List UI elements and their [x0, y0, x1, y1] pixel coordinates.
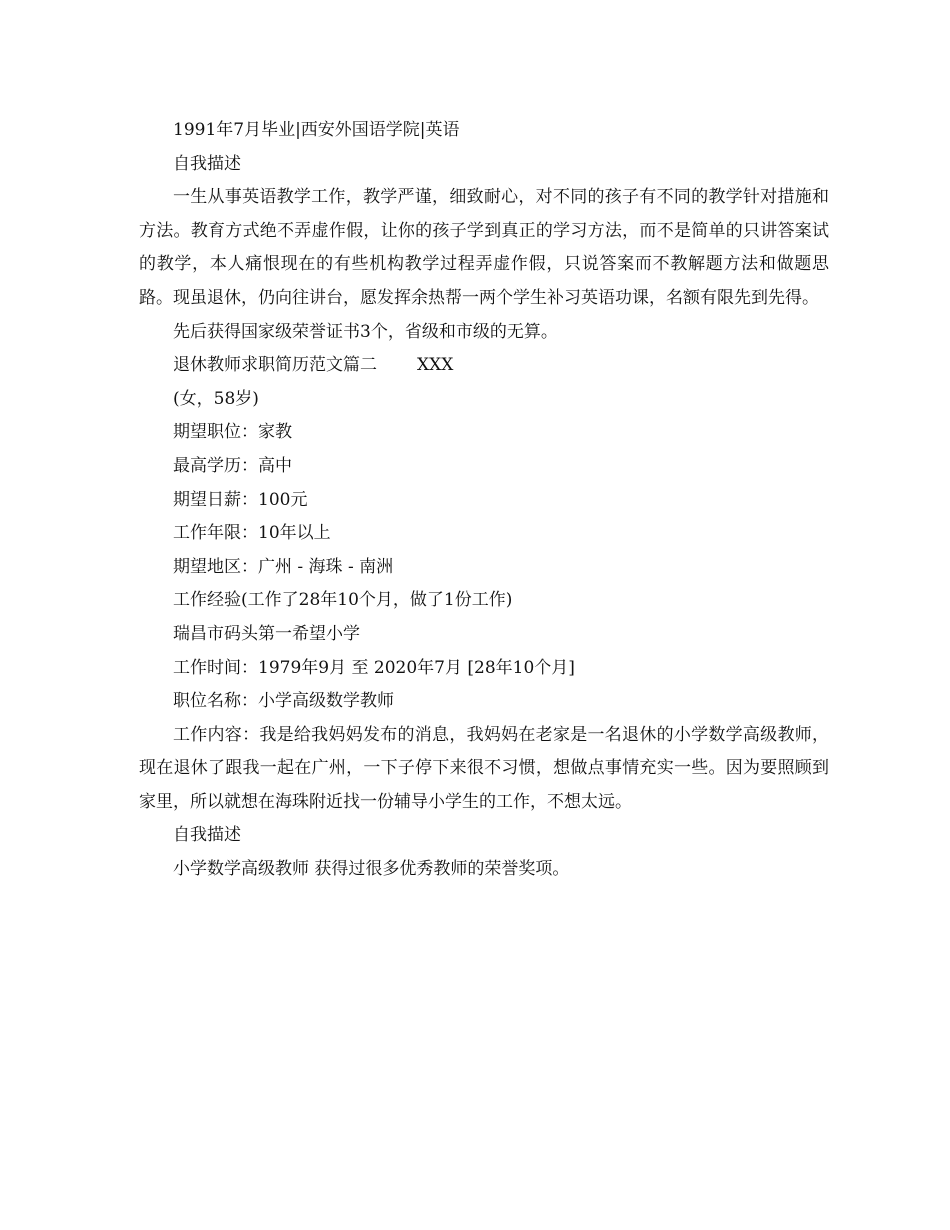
candidate-name: XXX	[417, 355, 454, 376]
expected-position: 期望职位：家教	[173, 422, 292, 443]
gender-age: (女，58岁)	[173, 388, 259, 409]
highest-education: 最高学历：高中	[173, 455, 292, 476]
expected-area: 期望地区：广州 - 海珠 - 南洲	[173, 556, 394, 577]
self-description-text-2: 小学数学高级教师 获得过很多优秀教师的荣誉奖项。	[173, 859, 570, 880]
self-description-text: 一生从事英语教学工作，教学严谨，细致耐心，对不同的孩子有不同的教学针对措施和方法。教育方式绝不弄虚作假，让你的孩子学到真正的学习方法，而不是简单的只讲答案试的教学，本人痛恨现在的有些机构教学过程弄虚作假，只说答案而不教解题方法和做题思路。现虽退休，仍向往讲台，愿发挥余热帮一两个学生补习英语功课，名额有限先到先得。	[139, 187, 829, 308]
employer-name: 瑞昌市码头第一希望小学	[173, 623, 360, 644]
self-description-heading-2: 自我描述	[173, 825, 241, 846]
expected-daily-pay: 期望日薪：100元	[173, 489, 308, 510]
honors-line: 先后获得国家级荣誉证书3个，省级和市级的无算。	[173, 321, 558, 342]
document-body	[139, 114, 829, 887]
self-description-heading: 自我描述	[173, 153, 241, 174]
job-title: 职位名称：小学高级数学教师	[173, 691, 394, 712]
resume-two-heading	[139, 349, 829, 383]
job-content: 工作内容：我是给我妈妈发布的消息，我妈妈在老家是一名退休的小学数学高级教师，现在退休了跟我一起在广州，一下子停下来很不习惯，想做点事情充实一些。因为要照顾到家里，所以就想在海珠附近找一份辅导小学生的工作，不想太远。	[139, 724, 829, 812]
work-period: 工作时间：1979年9月 至 2020年7月 [28年10个月]	[173, 657, 575, 678]
resume-two-title: 退休教师求职简历范文篇二	[173, 355, 377, 376]
years-of-work: 工作年限：10年以上	[173, 523, 331, 544]
work-experience-summary: 工作经验(工作了28年10个月，做了1份工作)	[173, 590, 513, 611]
education-line: 1991年7月毕业|西安外国语学院|英语	[173, 120, 460, 140]
